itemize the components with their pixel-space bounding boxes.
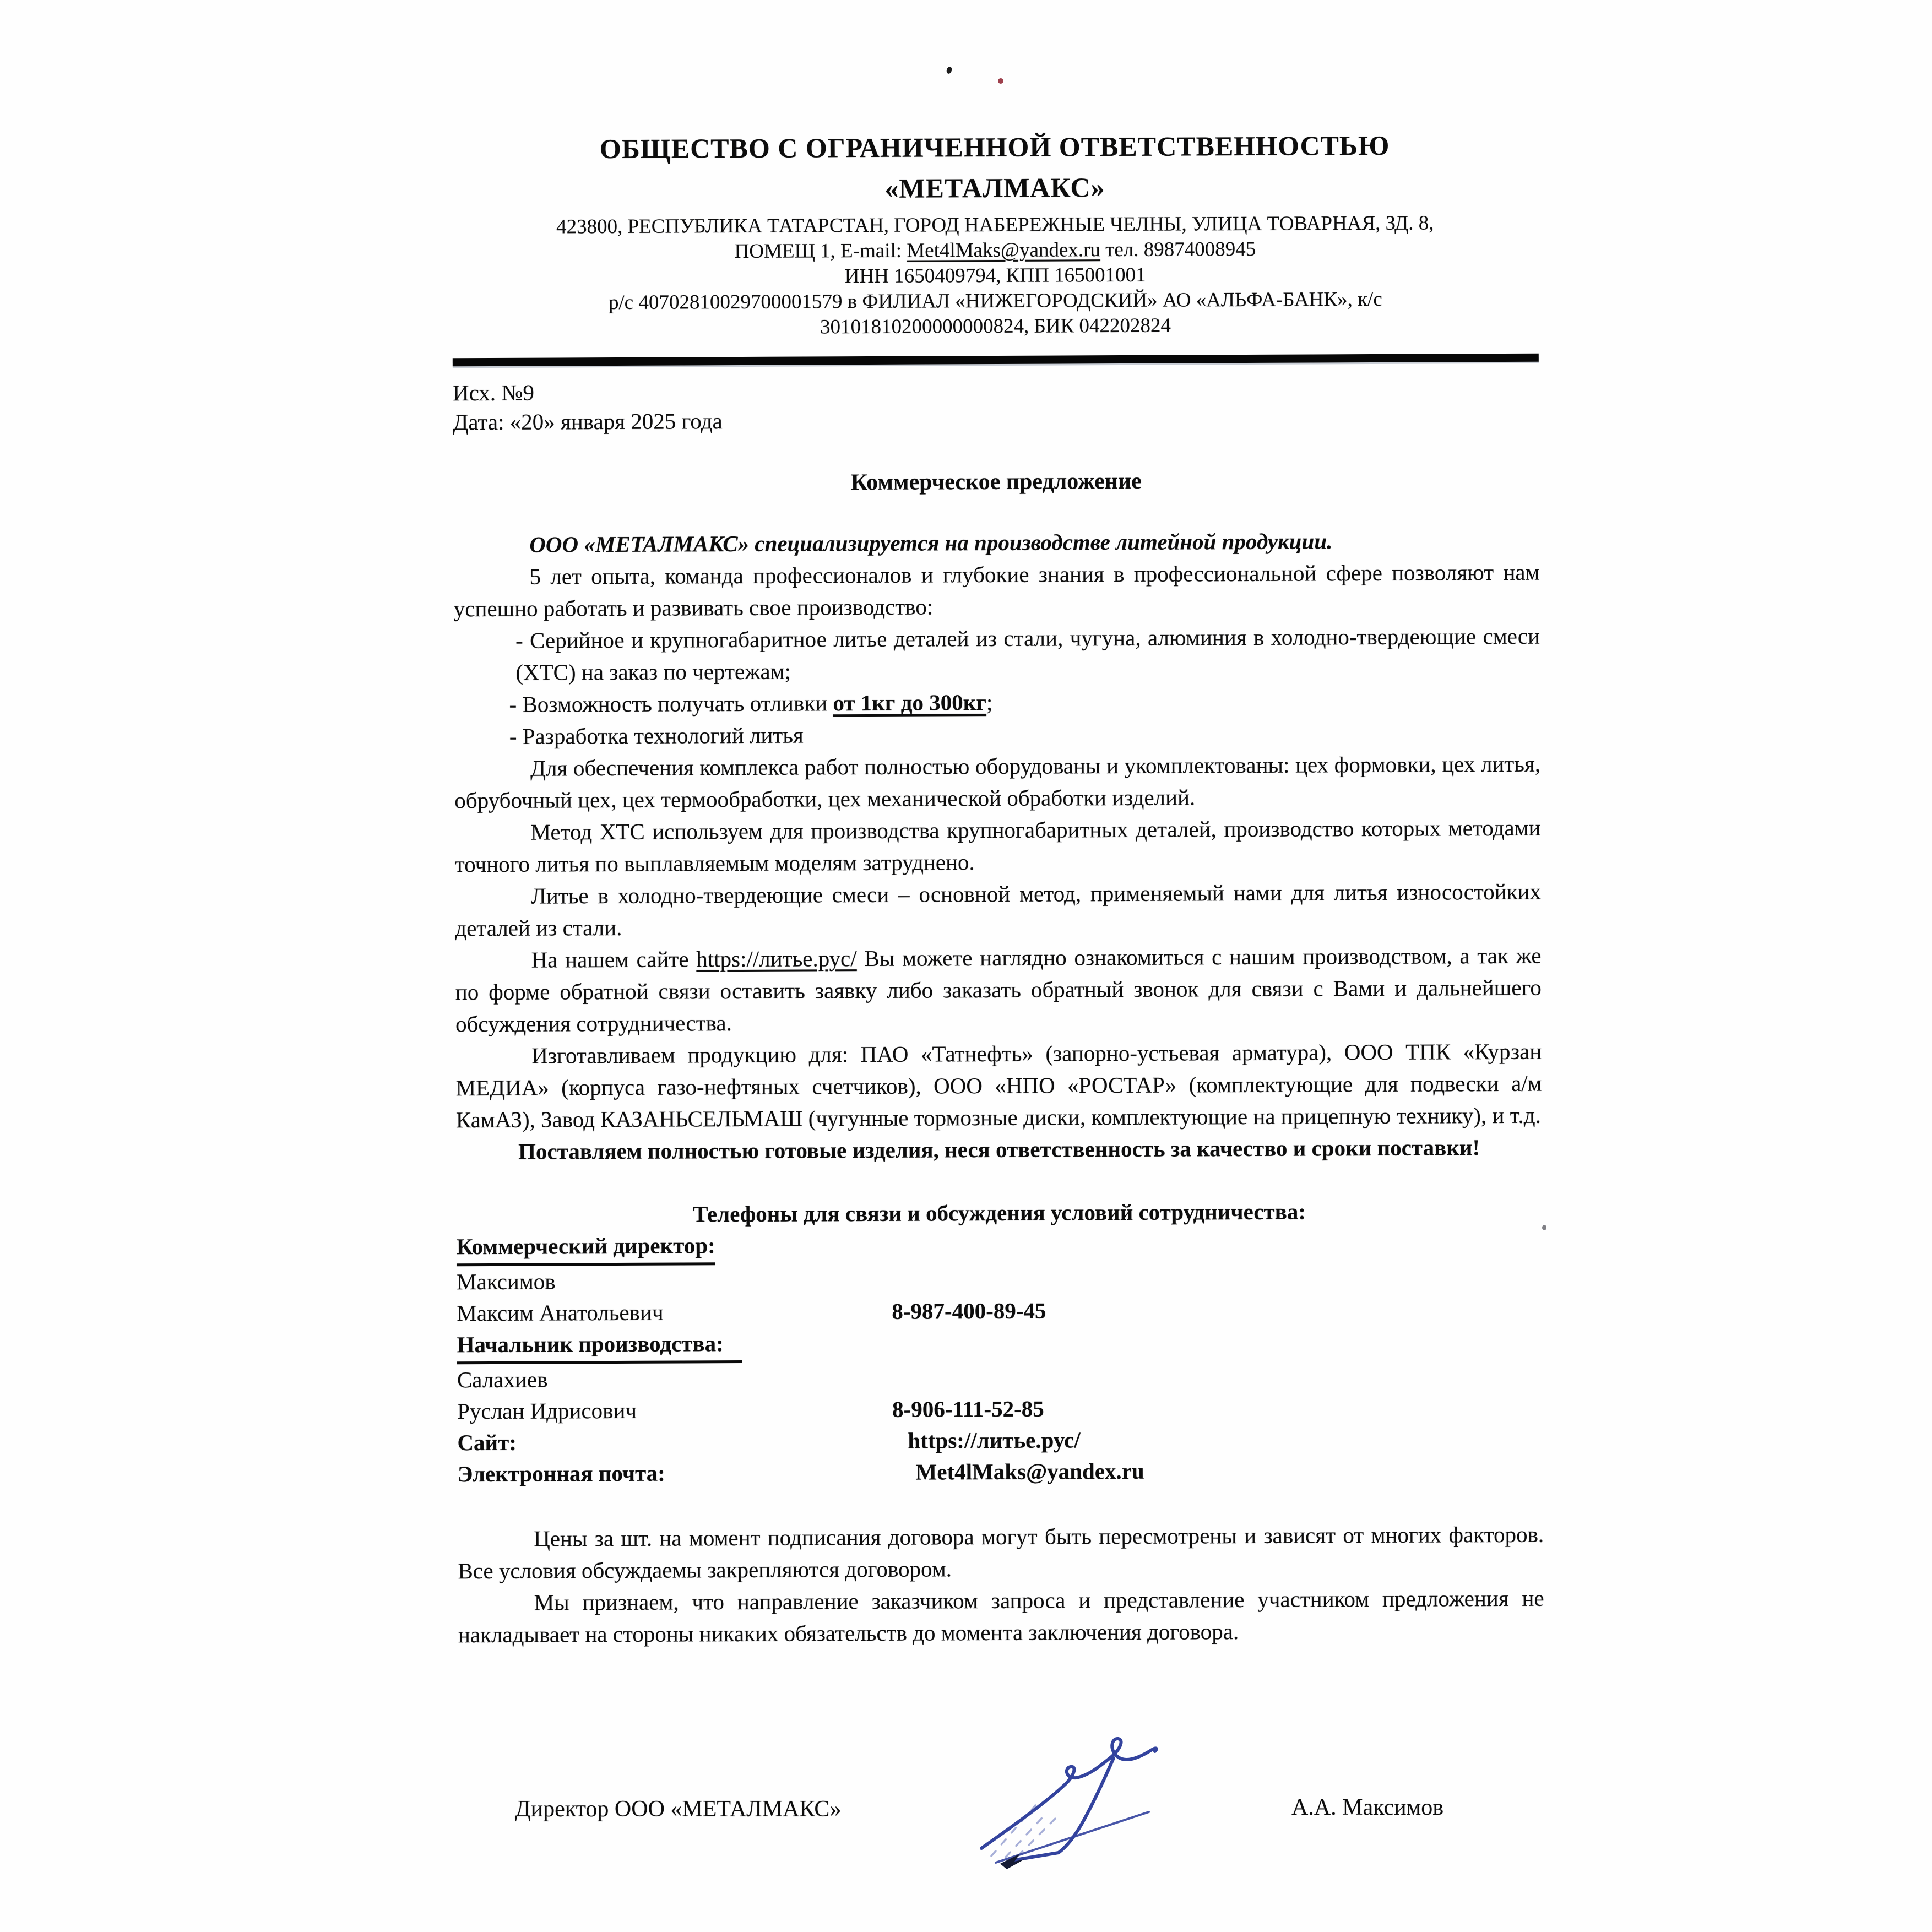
contact-phone-2: 8-906-111-52-85 bbox=[892, 1396, 1044, 1422]
header-divider-rule bbox=[453, 354, 1539, 367]
bullet-weight-prefix: - Возможность получать отливки bbox=[509, 690, 833, 717]
director-name: А.А. Максимов bbox=[1291, 1795, 1444, 1820]
org-bank-line2: 30101810200000000824, БИК 042202824 bbox=[820, 314, 1171, 339]
paragraph-cold-hardening: Литье в холодно-твердеющие смеси – основной метод, применяемый нами для литья износостойких деталей из стали. bbox=[455, 878, 1542, 941]
scan-speck bbox=[998, 78, 1003, 84]
outgoing-number: Исх. №9 bbox=[452, 379, 535, 406]
contact-surname-1: Максимов bbox=[457, 1268, 556, 1295]
site-row bbox=[457, 1423, 1543, 1459]
paragraph-facilities: Для обеспечения комплекса работ полностью оборудованы и укомплектованы: цех формовки, цех литья, обрубочный цех, цех термообработки, цех механической обработки изделий. bbox=[454, 751, 1541, 813]
contact-phone-1: 8-987-400-89-45 bbox=[892, 1298, 1046, 1324]
org-address-line2-prefix: ПОМЕЩ 1, E-mail: bbox=[734, 239, 907, 263]
contacts-heading: Телефоны для связи и обсуждения условий сотрудничества: bbox=[693, 1198, 1306, 1227]
document-content bbox=[452, 129, 1544, 1651]
paragraph-hts-method: Метод ХТС используем для производства крупногабаритных деталей, производство которых методами точного литья по выплавляемым моделям затруднено. bbox=[454, 815, 1541, 877]
org-address-line2-suffix: тел. 89874008945 bbox=[1100, 237, 1256, 262]
director-title: Директор ООО «МЕТАЛМАКС» bbox=[515, 1797, 842, 1822]
site-label: Сайт: bbox=[457, 1429, 517, 1456]
org-type-line: ОБЩЕСТВО С ОГРАНИЧЕННОЙ ОТВЕТСТВЕННОСТЬЮ bbox=[599, 129, 1390, 165]
contact-role-row bbox=[457, 1227, 1543, 1267]
contact-name-1: Максим Анатольевич bbox=[457, 1299, 664, 1326]
email-value: Met4lMaks@yandex.ru bbox=[915, 1458, 1144, 1485]
email-row bbox=[458, 1454, 1544, 1490]
paragraph-guarantee: Поставляем полностью готовые изделия, неся ответственность за качество и сроки поставки! bbox=[518, 1135, 1480, 1164]
org-details bbox=[452, 210, 1539, 342]
bullet-casting-weight bbox=[509, 684, 1540, 720]
paragraph-experience: 5 лет опыта, команда профессионалов и глубокие знания в профессиональной сфере позволяют нам успешно работать и развивать свое производство: bbox=[453, 559, 1540, 622]
site-value: https://литье.рус/ bbox=[908, 1427, 1081, 1453]
weight-range-highlight: от 1кг до 300кг bbox=[833, 690, 987, 716]
org-name-line: «МЕТАЛМАКС» bbox=[884, 172, 1105, 204]
date-line: Дата: «20» января 2025 года bbox=[453, 408, 723, 435]
contacts-block bbox=[457, 1227, 1544, 1490]
scan-speck bbox=[1542, 1225, 1546, 1230]
paragraph-website bbox=[455, 940, 1542, 1040]
site-url-inline: https://литье.рус/ bbox=[696, 946, 857, 972]
org-address-line1: 423800, РЕСПУБЛИКА ТАТАРСТАН, ГОРОД НАБЕРЕЖНЫЕ ЧЕЛНЫ, УЛИЦА ТОВАРНАЯ, ЗД. 8, bbox=[556, 211, 1434, 238]
contact-role-commercial-director: Коммерческий директор: bbox=[457, 1230, 715, 1266]
contact-role-production-chief: Начальник производства: bbox=[457, 1328, 742, 1364]
letterhead bbox=[452, 129, 1539, 367]
org-email-link: Met4lMaks@yandex.ru bbox=[907, 238, 1101, 262]
letter-meta bbox=[453, 374, 1539, 437]
contact-name-2: Руслан Идрисович bbox=[457, 1397, 637, 1424]
document-title: Коммерческое предложение bbox=[850, 468, 1142, 496]
bullet-tech-development: - Разработка технологий литья bbox=[509, 722, 804, 749]
lead-paragraph: ООО «МЕТАЛМАКС» специализируется на производстве литейной продукции. bbox=[529, 528, 1333, 557]
paragraph-pricing: Цены за шт. на момент подписания договора могут быть пересмотрены и зависят от многих факторов. Все условия обсуждаемы закрепляются договором. bbox=[458, 1521, 1544, 1584]
contact-row-2 bbox=[457, 1391, 1543, 1428]
scan-speck bbox=[946, 66, 953, 74]
website-prefix: На нашем сайте bbox=[531, 946, 697, 973]
contact-role-row bbox=[457, 1325, 1543, 1365]
signature-ink bbox=[953, 1674, 1283, 1906]
bullet-weight-suffix: ; bbox=[986, 690, 993, 715]
contact-surname-2: Салахиев bbox=[457, 1366, 548, 1393]
paragraph-no-obligation: Мы признаем, что направление заказчиком запроса и представление участником предложения не накладывает на стороны никаких обязательств до момента заключения договора. bbox=[458, 1585, 1544, 1648]
website-suffix: Вы можете наглядно ознакомиться с нашим производством, а так же по форме обратной связи оставить заявку либо заказать обратный звонок для связи с Вами и дальнейшего обсуждения сотрудничества. bbox=[455, 942, 1542, 1037]
contact-row-1 bbox=[457, 1293, 1543, 1329]
bullet-serial-casting: - Серийное и крупногабаритное литье деталей из стали, чугуна, алюминия в холодно-твердеющие смеси (ХТС) на заказ по чертежам; bbox=[515, 623, 1540, 685]
paragraph-clients: Изготавливаем продукцию для: ПАО «Татнефть» (запорно-устьевая арматура), ООО ТПК «Курзан МЕДИА» (корпуса газо-нефтяных счетчиков), ООО «НПО «РОСТАР» (комплектующие для подвески а/м КамАЗ), Завод КАЗАНЬСЕЛЬМАШ (чугунные тормозные диски, комплектующие на прицепную технику), и т.д. bbox=[455, 1038, 1542, 1133]
org-inn-kpp: ИНН 1650409794, КПП 165001001 bbox=[844, 263, 1146, 288]
org-bank-line1: р/с 40702810029700001579 в ФИЛИАЛ «НИЖЕГОРОДСКИЙ» АО «АЛЬФА-БАНК», к/с bbox=[608, 287, 1382, 314]
email-label: Электронная почта: bbox=[457, 1460, 665, 1487]
